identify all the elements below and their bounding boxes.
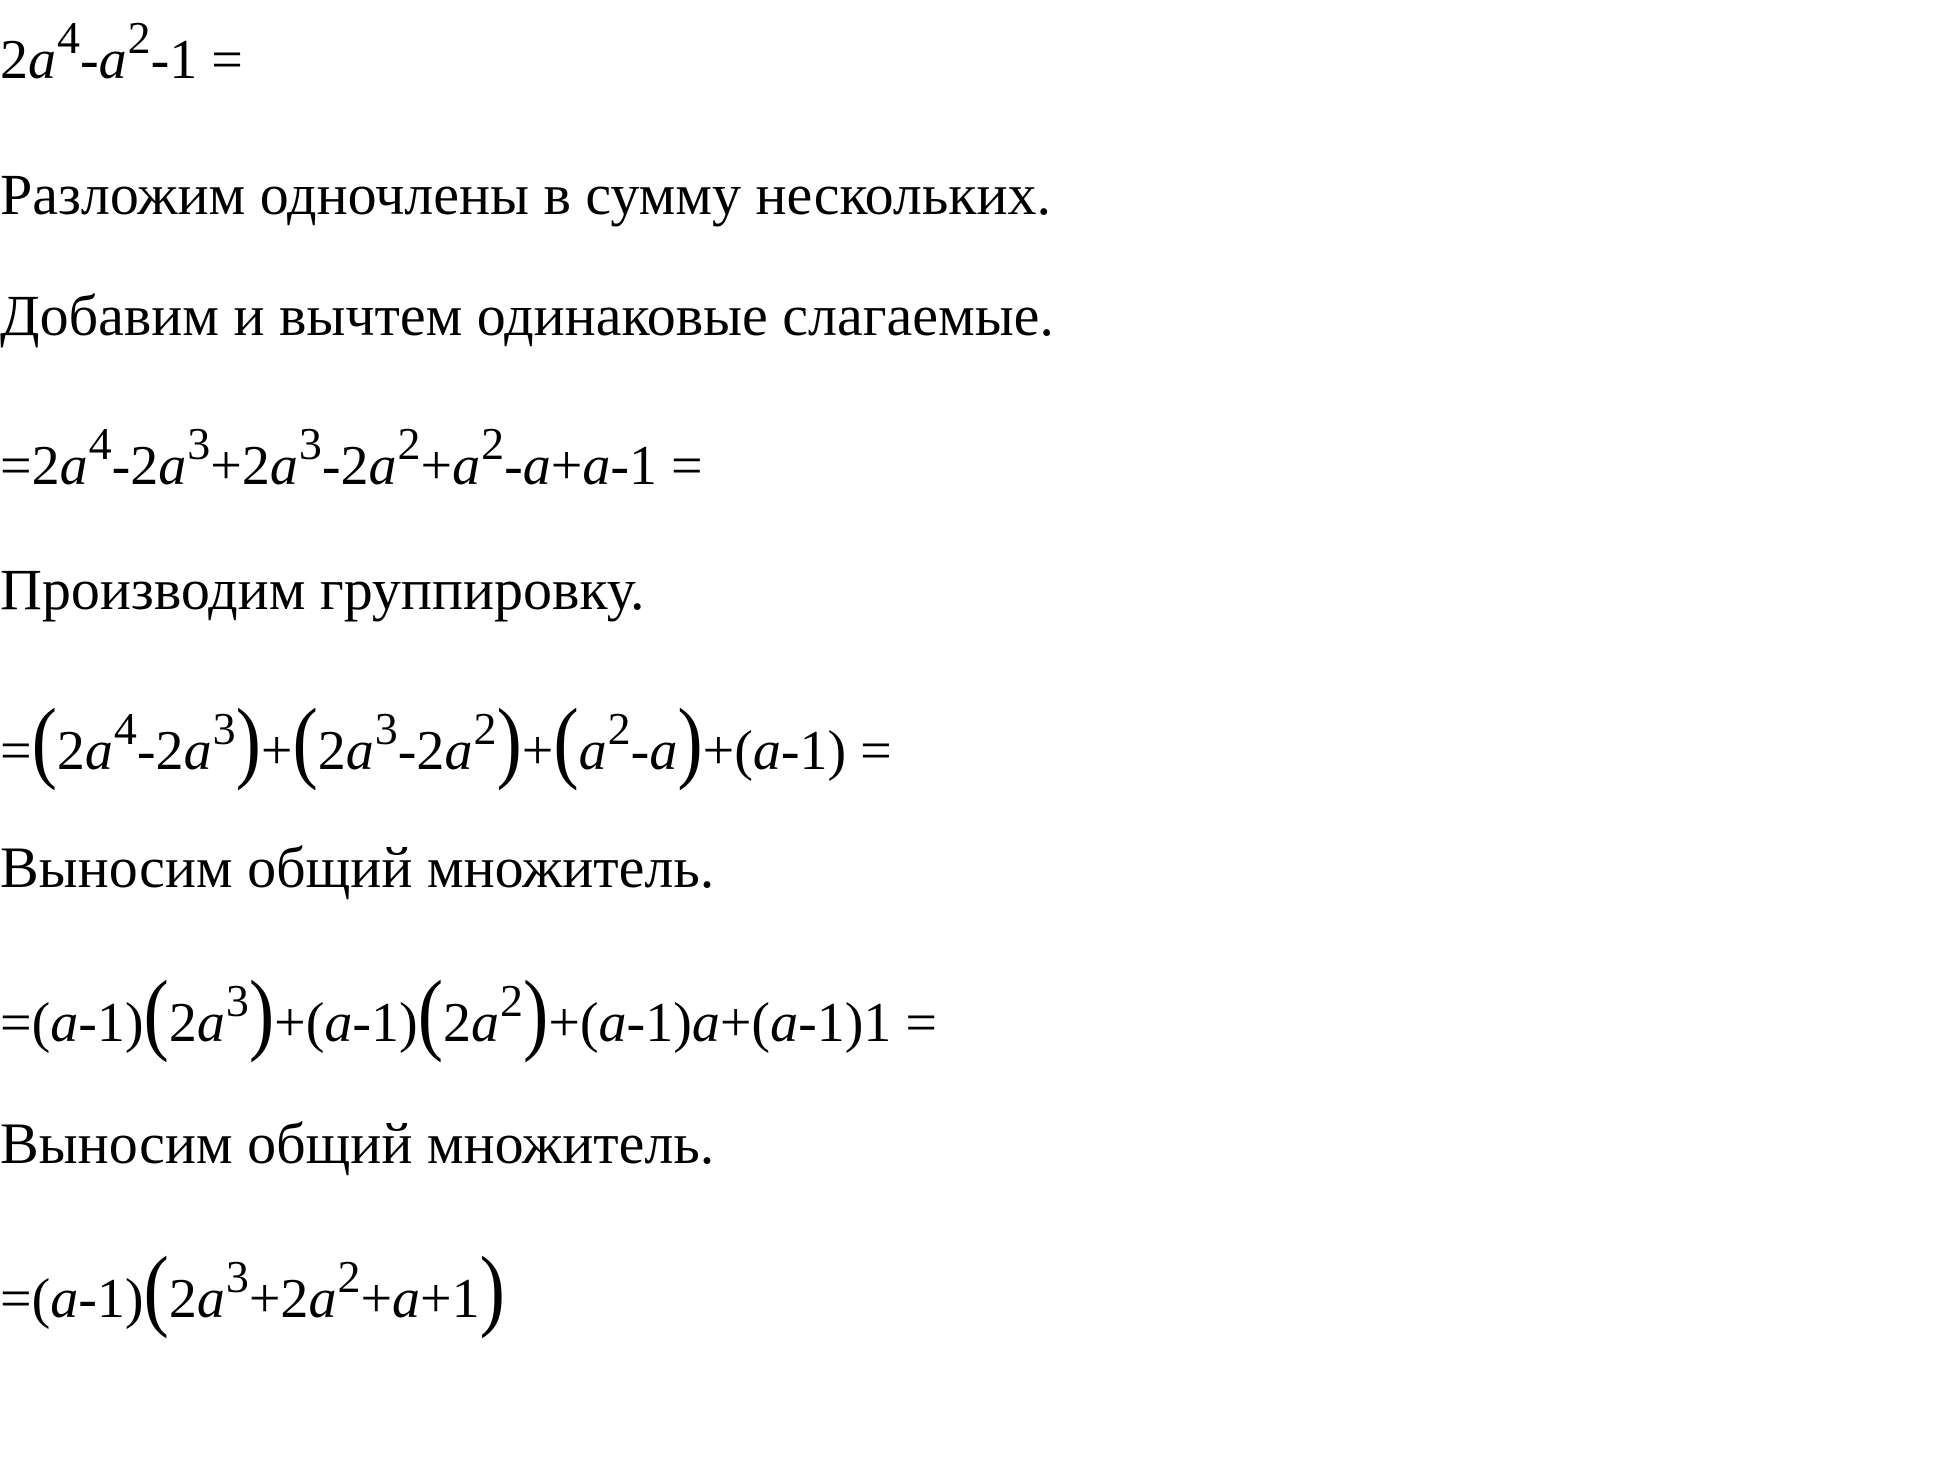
math-term: + [420,435,453,497]
comment-factor-out-1: Выносим общий множитель. [0,835,715,900]
math-term: =( [0,992,51,1054]
variable-a: a [471,992,499,1054]
math-term: +2 [248,1268,309,1330]
variable-a: a [598,992,627,1054]
large-parenthesis: ( [143,962,169,1064]
variable-a: a [368,435,397,497]
variable-a: a [50,992,79,1054]
exponent: 3 [225,974,249,1026]
exponent: 2 [337,1250,361,1302]
comment-add-subtract: Добавим и вычтем одинаковые слагаемые. [0,283,1054,348]
math-term: - [80,29,99,91]
variable-a: a [59,435,88,497]
variable-a: a [649,720,678,782]
exponent: 4 [113,702,137,754]
large-parenthesis: ( [417,962,443,1064]
exponent: 2 [473,702,497,754]
math-term: -2 [111,435,159,497]
comment-grouping: Производим группировку. [0,557,645,622]
exponent: 3 [374,702,398,754]
math-term: +( [719,992,771,1054]
math-term: -1) [78,992,144,1054]
variable-a: a [770,992,799,1054]
math-term: =( [0,1268,51,1330]
math-term: +( [702,720,753,782]
variable-a: a [196,992,225,1054]
variable-a: a [158,435,187,497]
comment-decompose: Разложим одночлены в сумму нескольких. [0,162,1052,227]
exponent: 2 [481,417,505,469]
variable-a: a [308,1268,337,1330]
math-term: -2 [136,720,184,782]
large-parenthesis: ( [31,690,57,792]
math-term: -2 [397,720,445,782]
variable-a: a [183,720,212,782]
math-term: + [360,1268,393,1330]
math-term: +( [548,992,599,1054]
exponent: 3 [298,417,322,469]
variable-a: a [522,435,551,497]
math-term: +( [274,992,325,1054]
exponent: 3 [187,417,211,469]
math-term: -1) [78,1268,144,1330]
expression-grouped [0,690,892,792]
variable-a: a [196,1268,225,1330]
math-term: -1) [352,992,418,1054]
variable-a: a [98,29,127,91]
large-parenthesis: ) [235,690,261,792]
math-term: -1 = [610,435,703,497]
math-term: 2 [168,1268,197,1330]
math-term: 2 [56,720,85,782]
expression-expanded [0,417,703,497]
large-parenthesis: ) [479,1238,505,1340]
comment-factor-out-2: Выносим общий множитель. [0,1111,715,1176]
exponent: 3 [225,1250,249,1302]
math-term: 2 [168,992,197,1054]
math-term: -2 [321,435,369,497]
math-term: +2 [210,435,270,497]
variable-a: a [84,720,113,782]
large-parenthesis: ) [248,962,275,1064]
variable-a: a [392,1268,421,1330]
exponent: 2 [127,11,151,63]
expression-factored [0,962,937,1064]
variable-a: a [269,435,298,497]
exponent: 3 [212,702,236,754]
math-term: 2 [317,720,346,782]
variable-a: a [691,992,720,1054]
math-term: = [0,720,32,782]
large-parenthesis: ) [496,690,522,792]
exponent: 4 [57,11,80,63]
expression-final [0,1238,505,1340]
math-term: 2 [443,992,471,1054]
large-parenthesis: ( [143,1238,169,1340]
variable-a: a [345,720,374,782]
exponent: 2 [397,417,421,469]
variable-a: a [582,435,611,497]
math-term: + [521,720,554,782]
large-parenthesis: ( [553,690,579,792]
math-term: -1 = [150,29,243,91]
large-parenthesis: ) [523,962,549,1064]
math-term: + [550,435,583,497]
exponent: 4 [88,417,112,469]
expression-initial [0,11,243,91]
math-term: 2 [0,29,28,91]
variable-a: a [444,720,473,782]
math-term: -1)1 = [798,992,937,1054]
math-term: - [504,435,523,497]
math-term: -1) [626,992,692,1054]
exponent: 2 [500,974,523,1026]
large-parenthesis: ( [292,690,318,792]
variable-a: a [752,720,781,782]
large-parenthesis: ) [677,690,703,792]
variable-a: a [28,29,56,91]
variable-a: a [452,435,481,497]
variable-a: a [578,720,607,782]
math-term: =2 [0,435,60,497]
exponent: 2 [607,702,631,754]
math-term: -1) = [780,720,892,782]
math-term: +1 [420,1268,480,1330]
math-term: - [630,720,650,782]
variable-a: a [324,992,353,1054]
variable-a: a [50,1268,79,1330]
math-term: + [260,720,293,782]
